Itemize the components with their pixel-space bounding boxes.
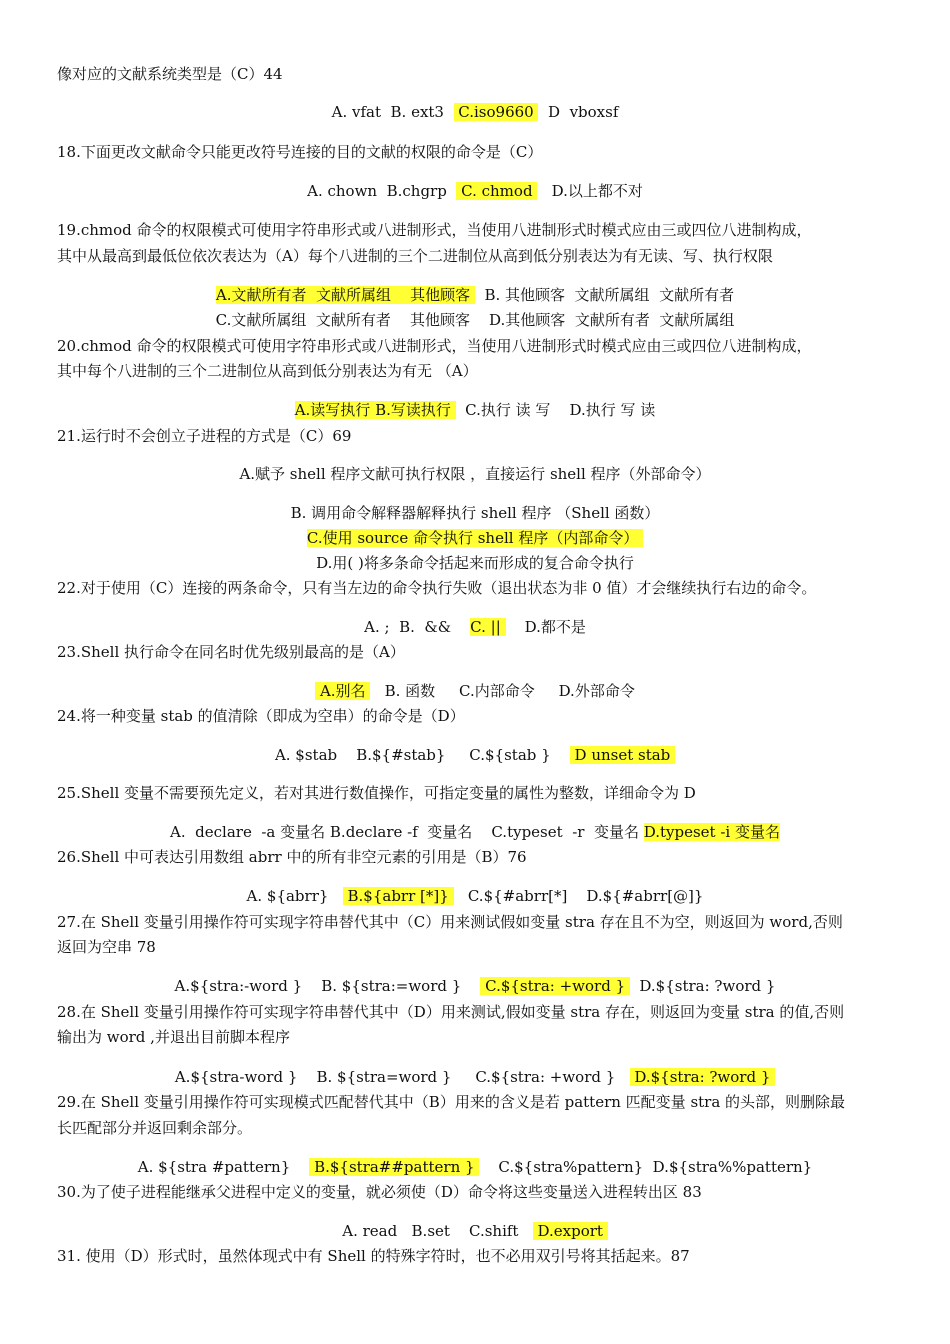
text-segment: 像对应的文献系统类型是（C）44 bbox=[57, 65, 283, 83]
options-line bbox=[0, 616, 950, 638]
text-segment: D.${stra: ?word } bbox=[629, 977, 776, 995]
text-segment: 26.Shell 中可表达引用数组 abrr 中的所有非空元素的引用是（B）76 bbox=[57, 848, 527, 866]
highlighted-answer: B.${stra##pattern } bbox=[309, 1158, 480, 1176]
highlighted-answer: D unset stab bbox=[569, 746, 676, 764]
highlighted-answer: C. chmod bbox=[456, 182, 538, 200]
highlighted-answer: D.export bbox=[532, 1222, 608, 1240]
question-line bbox=[0, 577, 950, 599]
text-segment: A. vfat B. ext3 bbox=[331, 103, 454, 121]
text-segment: 其中每个八进制的三个二进制位从高到低分别表达为有无 （A） bbox=[57, 362, 478, 380]
question-line bbox=[0, 63, 950, 85]
text-segment: A. $stab B.${#stab} C.${stab } bbox=[274, 746, 570, 764]
highlighted-answer: C.iso9660 bbox=[453, 103, 539, 121]
text-segment: B. 调用命令解释器解释执行 shell 程序 （Shell 函数） bbox=[290, 504, 660, 522]
question-line bbox=[0, 1117, 950, 1139]
text-segment: C.${#abrr[*] D.${#abrr[@]} bbox=[453, 887, 704, 905]
highlighted-answer: A.别名 bbox=[315, 682, 371, 700]
question-line bbox=[0, 782, 950, 804]
question-line bbox=[0, 1001, 950, 1023]
highlighted-answer: A.文献所有者 文献所属组 其他顾客 bbox=[215, 286, 475, 304]
question-line bbox=[0, 141, 950, 163]
text-segment: 24.将一种变量 stab 的值清除（即成为空串）的命令是（D） bbox=[57, 707, 465, 725]
text-segment: C.执行 读 写 D.执行 写 读 bbox=[455, 401, 656, 419]
highlighted-answer: A.读写执行 B.写读执行 bbox=[294, 401, 456, 419]
highlighted-answer: D.${stra: ?word } bbox=[629, 1068, 776, 1086]
text-segment: 返回为空串 78 bbox=[57, 938, 156, 956]
text-segment: A. ${stra #pattern} bbox=[137, 1158, 310, 1176]
options-line bbox=[0, 1066, 950, 1088]
options-line bbox=[0, 975, 950, 997]
options-line bbox=[0, 885, 950, 907]
text-segment: A. ; B. && bbox=[364, 618, 471, 636]
text-segment: 18.下面更改文献命令只能更改符号连接的目的文献的权限的命令是（C） bbox=[57, 143, 543, 161]
text-segment: A. chown B.chgrp bbox=[307, 182, 457, 200]
highlighted-answer: C.使用 source 命令执行 shell 程序（内部命令） bbox=[306, 529, 644, 547]
text-segment: 22.对于使用（C）连接的两条命令，只有当左边的命令执行失败（退出状态为非 0 值）才会继续执行右边的命令。 bbox=[57, 579, 817, 597]
question-line bbox=[0, 705, 950, 727]
options-line bbox=[0, 552, 950, 574]
question-line bbox=[0, 936, 950, 958]
options-line bbox=[0, 744, 950, 766]
text-segment: B. 函数 C.内部命令 D.外部命令 bbox=[370, 682, 635, 700]
question-line bbox=[0, 219, 950, 241]
highlighted-answer: D.typeset -i 变量名 bbox=[643, 823, 780, 841]
text-segment: A.赋予 shell 程序文献可执行权限 ，直接运行 shell 程序（外部命令） bbox=[239, 465, 711, 483]
text-segment: D.以上都不对 bbox=[537, 182, 643, 200]
options-line bbox=[0, 463, 950, 485]
options-line bbox=[0, 309, 950, 331]
text-segment: 19.chmod 命令的权限模式可使用字符串形式或八进制形式，当使用八进制形式时模式应由三或四位八进制构成， bbox=[57, 221, 812, 239]
question-line bbox=[0, 1026, 950, 1048]
options-line bbox=[0, 527, 950, 549]
text-segment: D.用( )将多条命令括起来而形成的复合命令执行 bbox=[316, 554, 634, 572]
text-segment: A.${stra:-word } B. ${stra:=word } bbox=[174, 977, 481, 995]
options-line bbox=[0, 680, 950, 702]
highlighted-answer: C.${stra: +word } bbox=[480, 977, 630, 995]
text-segment: D vboxsf bbox=[538, 103, 619, 121]
highlighted-answer: C. || bbox=[470, 618, 506, 636]
text-segment: 输出为 word ,并退出目前脚本程序 bbox=[57, 1028, 290, 1046]
text-segment: 其中从最高到最低位依次表达为（A）每个八进制的三个二进制位从高到低分别表达为有无读、写、执行权限 bbox=[57, 247, 773, 265]
options-line bbox=[0, 180, 950, 202]
options-line bbox=[0, 821, 950, 843]
question-line bbox=[0, 245, 950, 267]
text-segment: C.文献所属组 文献所有者 其他顾客 D.其他顾客 文献所有者 文献所属组 bbox=[215, 311, 735, 329]
question-line bbox=[0, 425, 950, 447]
text-segment: 29.在 Shell 变量引用操作符可实现模式匹配替代其中（B）用来的含义是若 pattern 匹配变量 stra 的头部，则删除最 bbox=[57, 1093, 846, 1111]
options-line bbox=[0, 101, 950, 123]
highlighted-answer: B.${abrr [*]} bbox=[342, 887, 454, 905]
options-line bbox=[0, 399, 950, 421]
question-line bbox=[0, 335, 950, 357]
question-line bbox=[0, 911, 950, 933]
text-segment: 25.Shell 变量不需要预先定义，若对其进行数值操作，可指定变量的属性为整数，详细命令为 D bbox=[57, 784, 696, 802]
text-segment: A.${stra-word } B. ${stra=word } C.${stra: +word } bbox=[174, 1068, 630, 1086]
options-line bbox=[0, 1156, 950, 1178]
question-line bbox=[0, 846, 950, 868]
text-segment: 30.为了使子进程能继承父进程中定义的变量，就必须使（D）命令将这些变量送入进程转出区 83 bbox=[57, 1183, 702, 1201]
text-segment: A. declare -a 变量名 B.declare -f 变量名 C.typeset -r 变量名 bbox=[170, 823, 644, 841]
text-segment: 31. 使用（D）形式时，虽然体现式中有 Shell 的特殊字符时，也不必用双引号将其括起来。87 bbox=[57, 1247, 690, 1265]
text-segment: 23.Shell 执行命令在同名时优先级别最高的是（A） bbox=[57, 643, 405, 661]
question-line bbox=[0, 1245, 950, 1267]
text-segment: 20.chmod 命令的权限模式可使用字符串形式或八进制形式，当使用八进制形式时模式应由三或四位八进制构成， bbox=[57, 337, 812, 355]
question-line bbox=[0, 1181, 950, 1203]
question-line bbox=[0, 360, 950, 382]
text-segment: 28.在 Shell 变量引用操作符可实现字符串替代其中（D）用来测试,假如变量 stra 存在，则返回为变量 stra 的值,否则 bbox=[57, 1003, 845, 1021]
text-segment: A. ${abrr} bbox=[246, 887, 343, 905]
text-segment: B. 其他顾客 文献所属组 文献所有者 bbox=[474, 286, 735, 304]
options-line bbox=[0, 1220, 950, 1242]
options-line bbox=[0, 502, 950, 524]
text-segment: C.${stra%pattern} D.${stra%%pattern} bbox=[479, 1158, 813, 1176]
text-segment: 27.在 Shell 变量引用操作符可实现字符串替代其中（C）用来测试假如变量 stra 存在且不为空，则返回为 word,否则 bbox=[57, 913, 843, 931]
text-segment: A. read B.set C.shift bbox=[342, 1222, 533, 1240]
text-segment: 长匹配部分并返回剩余部分。 bbox=[57, 1119, 253, 1137]
text-segment: 21.运行时不会创立子进程的方式是（C）69 bbox=[57, 427, 352, 445]
text-segment: D.都不是 bbox=[505, 618, 586, 636]
question-line bbox=[0, 1091, 950, 1113]
options-line bbox=[0, 284, 950, 306]
question-line bbox=[0, 641, 950, 663]
